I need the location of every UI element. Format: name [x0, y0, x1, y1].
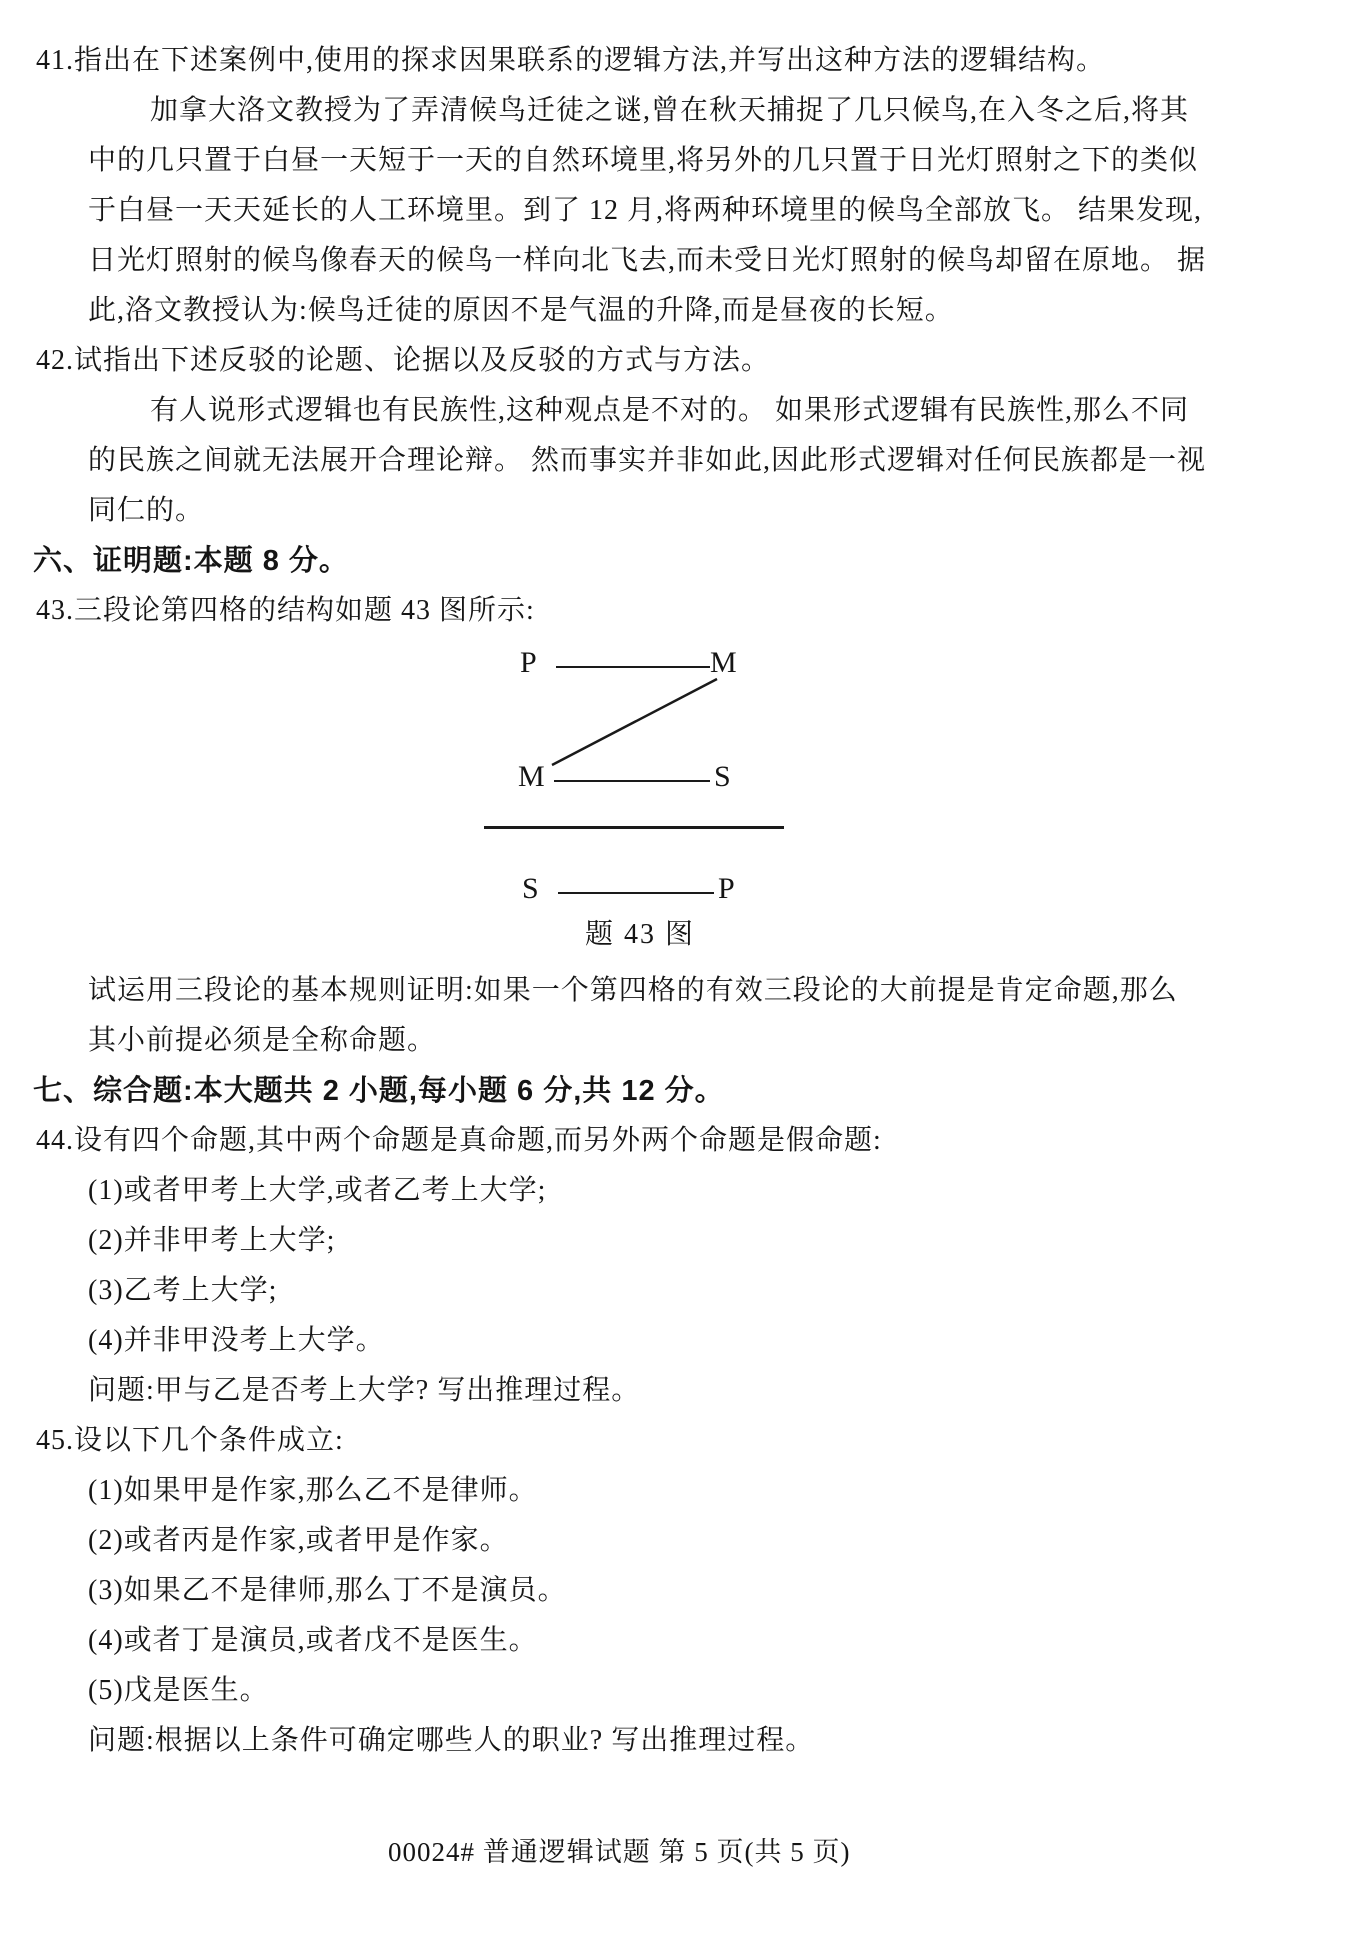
q41-body-line: 此,洛文教授认为:候鸟迁徒的原因不是气温的升降,而是昼夜的长短。	[88, 295, 954, 326]
q43-title: 43.三段论第四格的结构如题 43 图所示:	[36, 595, 535, 626]
figure-caption: 题 43 图	[584, 919, 695, 950]
figure-premise1-right-term: M	[710, 646, 737, 679]
q43-task-line: 其小前提必须是全称命题。	[88, 1025, 437, 1056]
q44-question: 问题:甲与乙是否考上大学? 写出推理过程。	[88, 1375, 641, 1406]
q42-body-line: 有人说形式逻辑也有民族性,这种观点是不对的。 如果形式逻辑有民族性,那么不同	[150, 395, 1190, 426]
figure-conclusion-left-term: S	[522, 872, 539, 905]
q41-body-line: 加拿大洛文教授为了弄清候鸟迁徒之谜,曾在秋天捕捉了几只候鸟,在入冬之后,将其	[150, 95, 1190, 126]
q45-question: 问题:根据以上条件可确定哪些人的职业? 写出推理过程。	[88, 1725, 815, 1756]
figure-premise2-line	[554, 780, 710, 782]
q44-title: 44.设有四个命题,其中两个命题是真命题,而另外两个命题是假命题:	[36, 1125, 882, 1156]
q41-body-line: 于白昼一天天延长的人工环境里。到了 12 月,将两种环境里的候鸟全部放飞。 结果发现,	[88, 195, 1203, 226]
figure-inference-divider	[484, 826, 784, 829]
q44-item: (3)乙考上大学;	[88, 1275, 278, 1306]
figure-43	[0, 636, 1356, 966]
figure-premise2-left-term: M	[518, 760, 545, 793]
q44-item: (2)并非甲考上大学;	[88, 1225, 336, 1256]
q45-item: (1)如果甲是作家,那么乙不是律师。	[88, 1475, 538, 1506]
q45-item: (3)如果乙不是律师,那么丁不是演员。	[88, 1575, 567, 1606]
q45-item: (5)戊是医生。	[88, 1675, 269, 1706]
q42-body-line: 的民族之间就无法展开合理论辩。 然而事实并非如此,因此形式逻辑对任何民族都是一视	[88, 445, 1207, 476]
q42-title: 42.试指出下述反驳的论题、论据以及反驳的方式与方法。	[36, 345, 771, 376]
figure-conclusion-line	[558, 892, 714, 894]
q41-body-line: 日光灯照射的候鸟像春天的候鸟一样向北飞去,而未受日光灯照射的候鸟却留在原地。 据	[88, 245, 1207, 276]
figure-premise2-right-term: S	[714, 760, 731, 793]
q45-item: (2)或者丙是作家,或者甲是作家。	[88, 1525, 509, 1556]
page-footer: 00024# 普通逻辑试题 第 5 页(共 5 页)	[388, 1837, 851, 1867]
q41-body-line: 中的几只置于白昼一天短于一天的自然环境里,将另外的几只置于日光灯照射之下的类似	[88, 145, 1199, 176]
q42-body-line: 同仁的。	[88, 495, 205, 526]
figure-premise1-line	[556, 666, 710, 668]
section7-heading: 七、综合题:本大题共 2 小题,每小题 6 分,共 12 分。	[33, 1075, 725, 1107]
figure-conclusion-right-term: P	[718, 872, 735, 905]
figure-diagonal-line	[540, 674, 730, 774]
q41-title: 41.指出在下述案例中,使用的探求因果联系的逻辑方法,并写出这种方法的逻辑结构。	[36, 45, 1106, 76]
q43-task-line: 试运用三段论的基本规则证明:如果一个第四格的有效三段论的大前提是肯定命题,那么	[88, 975, 1178, 1006]
q44-item: (1)或者甲考上大学,或者乙考上大学;	[88, 1175, 547, 1206]
section6-heading: 六、证明题:本题 8 分。	[33, 545, 349, 577]
q45-title: 45.设以下几个条件成立:	[36, 1425, 344, 1456]
figure-premise1-left-term: P	[520, 646, 537, 679]
q44-item: (4)并非甲没考上大学。	[88, 1325, 385, 1356]
q45-item: (4)或者丁是演员,或者戊不是医生。	[88, 1625, 538, 1656]
